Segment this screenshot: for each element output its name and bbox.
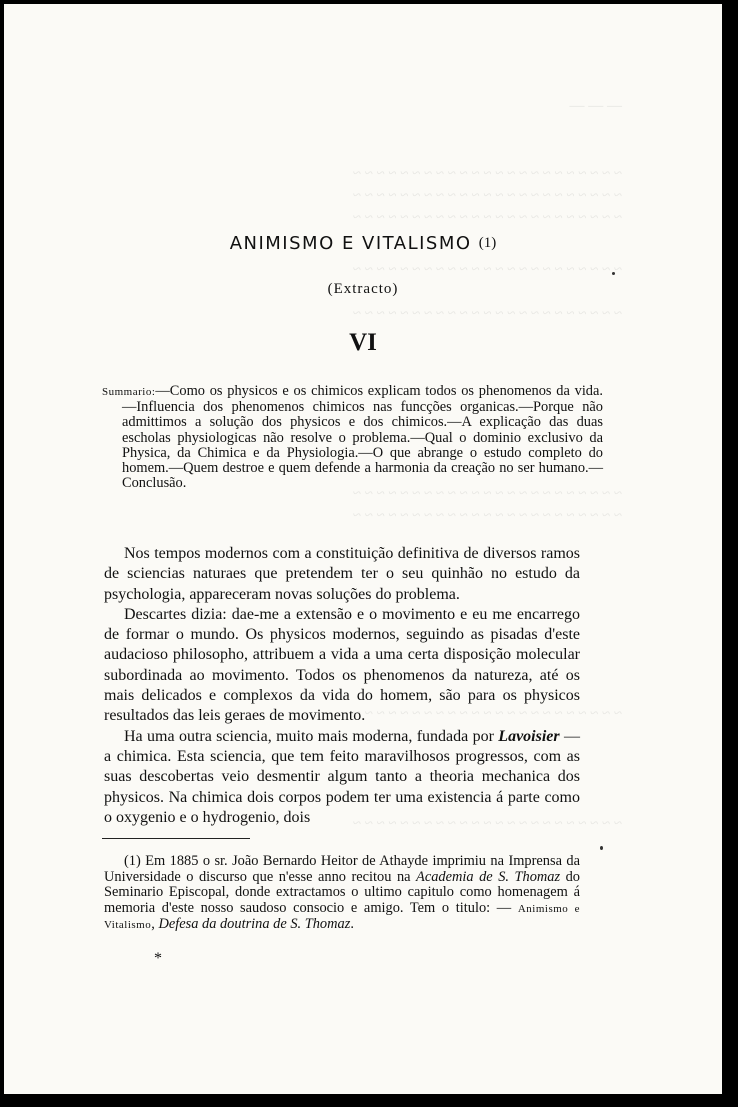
footnote-end: . (350, 916, 354, 932)
show-through-text: — — — ~ ~ ~ ~ ~ ~ ~ ~ ~ ~ ~ ~ ~ ~ ~ ~ ~ ~ ~ ~ ~ ~ ~ ~ ~ ~ ~ ~ ~ ~ ~ ~ ~ ~ ~ ~ ~ ~ ~ ~ ~ ~ ~ ~ ~ ~ ~ ~ ~ ~ ~ ~ ~ ~ ~ ~ ~ ~ ~ ~ ~ ~ ~ ~ ~ ~ ~ ~ ~ ~ ~ ~ ~ ~ ~ ~ ~ ~ ~ ~ ~ ~ ~ ~ ~ ~ ~ ~ ~ ~ ~ ~ ~ ~ ~ ~ ~ ~ ~ ~ ~ ~ ~ ~ ~ ~ ~ ~ ~ ~ ~ ~ ~ ~ ~ ~ ~ ~ ~ ~ ~ ~ ~ ~ ~ ~ ~ ~ ~ ~ ~ ~ ~ ~ ~ ~ ~ ~ ~ ~ ~ ~ ~ ~ ~ ~ ~ ~ ~ ~ ~ ~ ~ ~ ~ ~ ~ ~ ~ ~ ~ ~ ~ ~ ~ ~ ~ ~ ~ ~ ~ ~ ~ ~ ~ ~ ~ ~ ~ ~ ~ ~ ~ ~ ~ ~ ~ ~ ~ ~ ~ ~ ~ ~ ~ ~ ~ ~ ~ ~ ~ ~ ~ ~ ~ ~ ~ (352, 98, 622, 832)
article-title (4, 233, 722, 254)
footnote-subtitle: Defesa da doutrina de S. Thomaz (158, 916, 351, 932)
footnote (104, 854, 580, 934)
document-page (4, 4, 722, 1094)
paragraph-1: Nos tempos modernos com a constituição definitiva de diversos ramos de sciencias naturaes que pretendem ter o seu quinhão no estudo da psychologia, appareceram novas soluções do problema. (104, 545, 580, 603)
footnote-paragraph (104, 854, 580, 934)
footnote-title: Animismo e Vitalismo (104, 902, 580, 931)
summary-text: —Como os physicos e os chimicos explicam todos os phenomenos da vida.—Influencia dos phenomenos chimicos nas funcções organicas.—Porque não admittimos a solução dos physicos e dos chimicos.—A explicação das duas escholas physiologicas não resolve o problema.—Qual o dominio exclusivo da Physica, da Chimica e da Physiologia.—O que abrange o estudo completo do homem.—Quem destroe e quem defende a harmonia da creação no ser humano.—Conclusão. (122, 383, 603, 492)
footnote-academy: Academia de S. Thomaz (416, 868, 561, 885)
paper-speck (612, 272, 615, 275)
summary-label: Summario: (102, 386, 156, 398)
footnote-reference: (1) (478, 235, 497, 251)
section-number: VI (349, 329, 377, 356)
body-text (104, 544, 580, 828)
title-text: ANIMISMO E VITALISMO (229, 233, 472, 254)
footnote-text-3: , (151, 916, 159, 932)
paragraph-3-rest: — a chimica. Esta sciencia, que tem feito maravilhosos progressos, com as suas descobertas veio desmentir algum tanto a theoria mechanica dos physicos. Na chimica dois corpos podem ter uma existencia á parte como o oxygenio e o hydrogenio, dois (104, 727, 580, 826)
footnote-text-1: (1) Em 1885 o sr. João Bernardo Heitor de Athayde imprimiu na Imprensa da Universidade o discurso que n'esse anno recitou na (104, 853, 580, 885)
paper-speck (600, 846, 603, 850)
paragraph-2: Descartes dizia: dae-me a extensão e o movimento e eu me encarrego de formar o mundo. Os physicos modernos, seguindo as pisadas d'este audacioso philosopho, attribuem a vida a uma certa disposição molecular subordinada ao movimento. Todos os phenomenos da natureza, até os mais delicados e complexos da vida do homem, são para os physicos resultados das leis geraes de movimento. (104, 605, 580, 725)
lavoisier-name: Lavoisier (498, 727, 560, 745)
article-subtitle: (Extracto) (327, 281, 399, 297)
footnote-divider (102, 838, 250, 839)
paragraph-3 (104, 727, 580, 828)
paragraph-3-start: Ha uma outra sciencia, muito mais moderna, fundada por (124, 727, 499, 745)
footnote-text-2: do Seminario Episcopal, donde extractamos o ultimo capitulo como homenagem á memoria d'este nosso saudoso consocio e amigo. Tem o titulo: — (104, 868, 580, 916)
summary-block (102, 384, 603, 491)
ornament-asterisk: * (154, 950, 162, 967)
